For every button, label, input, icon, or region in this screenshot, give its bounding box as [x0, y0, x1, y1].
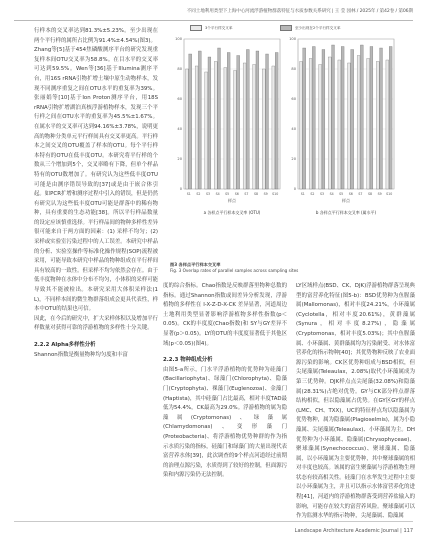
bar	[322, 50, 325, 190]
left-paragraph-1: 行样本的交叉率达到81.3%±5.23%。至少出现在两个平行样的属所占比例为91.4%±4.54%(图3)。	[34, 28, 158, 44]
x-tick-label: S6	[234, 192, 239, 196]
right-paragraph-1: LY区域样点(BSD、CK、DJK)浮游植物群落呈现典型的富营养化特征(图5-b)：BSD优势种为鱼腥藻属(Mallomonas)，相对丰度24.21%，小环藻属(Cyclotella，相对丰度20.61%)，黄群藻属(Synura，相对丰度8.27%)，隐藻属(Cryptomonas，相对丰度5.03%)；其中鱼腥藻属、小环藻属、黄群藻属均为污染耐受、对水体富营养化的指示物种[40]；其优势物种反映了农业面源污染的影响。CK区优势种组成与BSD相似，但尖尾藻属(Teleaulax，2.08%)取代小环藻属成为第三优势种。DJK样点点尖尾藻(32.08%)和隐藻属(28.31%)占绝对优势。GY与CK部分样点群落结构相似，但以隐藻属占优势。在GY区GY的样点(LMC、CH、TXX)，UC的特征样点均以隐藻属为优势物种，属为隐藻属(Plagioselmis)，属为小隐藻属、尖尾藻属(Teleaulax)、小环藻属为主。DH优势种为小环藻属、隐藻属(Chrysophyceae)、聚球藻属(Synechococcus)、聚球藻属、隐藻属，以小环藻属为主要优势种，其中聚球藻属的相对丰度也较高。该属的富生聚藻属与浮游植物生理状态有较高相关性。硅藻门在水华发生过程中主要以小环藻属为主，并且可以指示水体富营养化的进程[41]，河道内的浮游植物群落受到营养盐输入的影响，可能存在较大的富营养风险。聚球藻属可以作为监测水华的指示物种，尖尾藻属、隐藻属	[296, 283, 415, 520]
middle-column	[163, 282, 287, 481]
x-tick-label: S7	[244, 192, 249, 196]
bar	[234, 71, 237, 190]
bar	[243, 63, 246, 189]
running-header	[14, 8, 413, 18]
x-tick-label: S8	[367, 192, 373, 196]
y-tick-label: 100	[289, 37, 296, 42]
bar	[341, 47, 344, 190]
bar	[380, 48, 383, 189]
x-tick-label: S8	[253, 192, 259, 196]
x-tick-label: S4	[329, 192, 334, 196]
x-tick-label: S1	[186, 192, 191, 196]
bar	[309, 59, 312, 190]
bar	[303, 48, 306, 189]
bar	[237, 56, 240, 190]
y-tick-label: 20	[177, 157, 182, 162]
x-tick-label: S2	[310, 192, 315, 196]
bar-charts	[170, 33, 400, 253]
bar	[386, 60, 389, 189]
legend-swatch-2	[280, 25, 292, 31]
page-footer: Landscape Architecture Academic Journal | 117	[294, 528, 413, 534]
y-tick-label: 40	[177, 127, 182, 132]
legend-swatch-1	[190, 25, 202, 31]
x-tick-label: S7	[358, 192, 363, 196]
x-tick-label: S2	[196, 192, 201, 196]
bar	[189, 54, 192, 189]
right-column	[296, 282, 415, 522]
bar	[218, 48, 221, 189]
x-tick-label: S3	[319, 192, 325, 196]
legend-label-1: 3个平行样交叉率	[205, 25, 233, 30]
bar	[348, 63, 351, 189]
x-axis-label: 样点	[228, 198, 236, 203]
section-heading-species: 2.2.3 物种组成分析	[163, 357, 213, 364]
bar	[338, 60, 341, 189]
y-tick-label: 20	[291, 157, 296, 162]
bar	[186, 69, 189, 189]
x-tick-label: S6	[348, 192, 353, 196]
footer-divider	[14, 521, 413, 522]
mid-section-text: 由图5-a所示，门水平浮游植物的优势种为硅藻门(Bacillariophyta)、绿藻门(Chlorophyta)、隐藻门(Cryptophyta)、裸藻门(Euglenozoa)、金藻门(Haptista)，其中硅藻门占比最高，相对丰度TAD最低为54.4%，CK最高为29.0%。浮游植物的属为隐藻属(Cryptomonas)、绿藻属(Chlamydomonas)、变形藻门(Proteobacteria)、将浮游植物优势种群的作为指示水质污染的指标，硅藻门和绿藻门的大量出现代表富营养水体[39]，此次调查的9个样点河道经过前期的治理点源污染，水质得到了较好的控制，但面源污染和内源污染仍无法控制。	[163, 366, 287, 479]
bar	[227, 53, 230, 190]
bar	[351, 50, 354, 190]
bar	[205, 72, 208, 189]
y-tick-label: 0	[293, 187, 296, 192]
y-tick-label: 40	[291, 127, 296, 132]
x-tick-label: S4	[215, 192, 220, 196]
left-column	[34, 27, 158, 360]
x-tick-label: S5	[339, 192, 344, 196]
y-tick-label: 80	[291, 67, 296, 72]
legend-item-1	[190, 25, 232, 31]
left-section-text: Shannon指数是衡量物种均匀度和丰富	[34, 351, 128, 358]
section-heading-alpha: 2.2.2 Alpha多样性分析	[34, 342, 96, 348]
y-tick-label: 60	[177, 97, 182, 102]
bar	[253, 65, 256, 190]
x-tick-label: S5	[225, 192, 230, 196]
bar	[312, 47, 315, 190]
x-tick-label: S9	[377, 192, 382, 196]
y-tick-label: 0	[179, 187, 182, 192]
bar	[214, 62, 217, 190]
bar	[360, 45, 363, 189]
bar	[208, 57, 211, 189]
bar	[275, 53, 278, 190]
x-axis-label: 样点	[342, 198, 350, 203]
x-tick-label: S9	[263, 192, 268, 196]
bar	[328, 57, 331, 189]
bar	[370, 47, 373, 190]
figure-caption	[170, 262, 400, 274]
figure-3	[170, 21, 400, 251]
bar	[272, 66, 275, 189]
bar	[262, 69, 265, 189]
panel-subcaption: a 各样点平行样本交叉率 (OTU)	[203, 210, 261, 215]
bar	[389, 47, 392, 190]
bar	[195, 66, 198, 189]
left-paragraph-3: 因此，在今后的研究中，扩大采样体积以及增加平行样数量对获得可靠的浮游植物的多样性十分关键。	[34, 315, 158, 332]
caption-cn: 图3 各样点平行样本交叉率	[170, 262, 221, 267]
caption-en: Fig. 3 Overlap rates of parallel samples across sampling sites	[170, 268, 299, 273]
x-tick-label: S3	[205, 192, 211, 196]
running-header-text: 不同土地利用类型下上海中心河流浮游植物群落特征与水质参数关系研究 | 王 莹 园林 / 2025年 / 第42卷 / 第06期	[186, 9, 413, 14]
bar	[256, 51, 259, 189]
legend-item-2	[280, 25, 340, 31]
bar	[246, 50, 249, 190]
y-tick-label: 60	[291, 97, 296, 102]
bar	[367, 59, 370, 190]
left-paragraph-2: Zhang等[5]基于454焦磷酸测序平台的研究发现重复样本间OTU交叉率为58.8%。在目水平的交叉率可达到59.5%。Wen等[36]基于Illumina测序平台，用16S rRNA引物扩增土壤中原生动物样本，发现不同测序重复之间在OTU水平的重复率为39%。张丽娟等[10]基于Ion Proton测序平台，用18S rRNA引物扩增湖泊真核浮游植物样本，发现三个平行样之间在OTU水平的重复率为45.5%±1.67%。在属水平的交叉率可达到94.16%±3.78%，说明更高的物种分类单元平行样间具有交叉率更高。平行样本之间交叉的OTU覆盖了样本的OTU。每个平行样本特有的OTU在低丰度OTU。本研究将平行样的个数从三个增加到5个，交叉率略有下降，但单个样品特有的OTU数增加了。有研究认为这些低丰度OTU可能是由测序错误导致的[37]或是由于嵌合体引起。如PCR扩增和测序过程中引入的错误，但是仍然有研究认为这些低丰度OTU可能是群落中的稀有物种，具有重要的生态功能[38]。所以平行样品数量的设定应该慎重选择。平行样品间的物种多样性差异很可能来自于两方面的因素：(1) 采样不均匀；(2) 采样或实验室污染过程中的人工误差。本研究中样品的分析、实验室操作等标准化操作规程(SOP)流程被采用，可能导致本研究中样品的物种组成在平行样间具有较高的一致性。但采样不均匀依然会存在。由于低丰度物种在水体中分布不均匀，小体积的采样可能导致其不能被检出。本研究采用大体积采样法(1 L)，不同样本间的微生物群落组成会更具代表性，样本中OTU的结果也可信。	[34, 47, 158, 313]
bar	[266, 54, 269, 189]
bar	[224, 68, 227, 190]
bar	[198, 51, 201, 189]
x-tick-label: S10	[386, 192, 393, 196]
bar	[357, 56, 360, 190]
legend-label-2: 至少出现在2个平行样交叉率	[295, 25, 341, 30]
panel-subcaption: b 各样点平行样本交叉率 (属水平)	[315, 210, 377, 215]
bar	[300, 62, 303, 190]
bar	[319, 65, 322, 190]
mid-paragraph-1: 度的综合指标。Chao指数是反映群落里物种总数的指标。通过Shannon指数或间差异分析发现，浮游植物的多样性在 I-X-Z-D-X-CK 差异显著，河道周边土地利用类型显著影响浮游植物多样性指数(p＜0.05)。CK的丰度度(Chao指数)和 SY与GY差异不显著(p＞0.05)。LY的OTU的丰度度显著低于其他区域(p＜0.05)(图4)。	[163, 283, 287, 347]
bar	[332, 45, 335, 189]
x-tick-label: S1	[300, 192, 305, 196]
x-tick-label: S10	[272, 192, 279, 196]
y-tick-label: 100	[175, 37, 182, 42]
bar	[376, 62, 379, 190]
y-tick-label: 80	[177, 67, 182, 72]
